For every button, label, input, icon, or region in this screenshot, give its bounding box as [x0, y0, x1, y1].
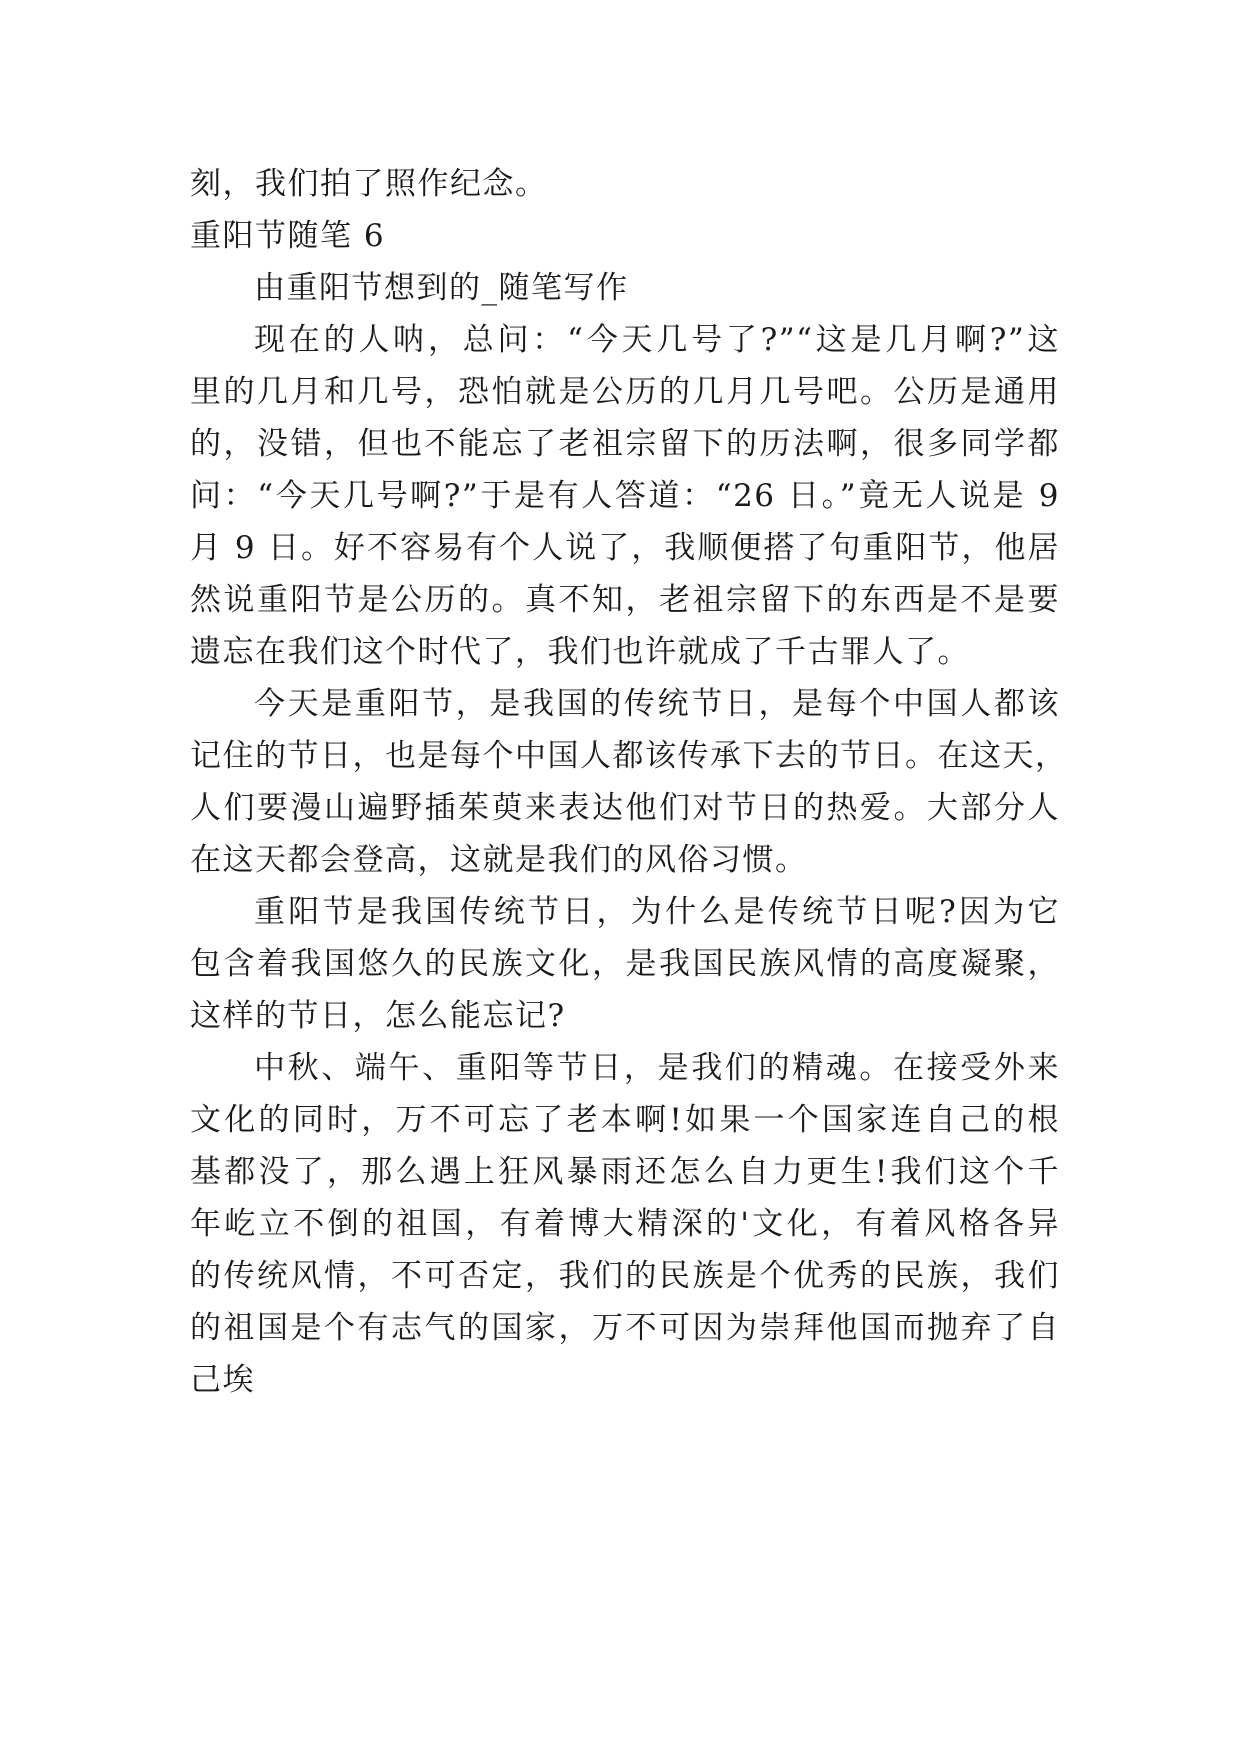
- paragraph-line: 的，没错，但也不能忘了老祖宗留下的历法啊，很多同学都: [190, 426, 1060, 462]
- carry-over-line: 刻，我们拍了照作纪念。: [190, 166, 548, 202]
- paragraph-line: 己埃: [190, 1362, 255, 1398]
- paragraph-line: 重阳节是我国传统节日，为什么是传统节日呢?因为它: [254, 894, 1060, 930]
- paragraph-line: 年屹立不倒的祖国，有着博大精深的'文化，有着风格各异: [190, 1206, 1060, 1242]
- paragraph-1: [190, 314, 1060, 678]
- paragraph-line: 问：“今天几号啊?”于是有人答道：“26 日。”竟无人说是 9: [190, 478, 1060, 514]
- paragraph-line: 基都没了，那么遇上狂风暴雨还怎么自力更生!我们这个千: [190, 1154, 1060, 1190]
- section-title: 重阳节随笔 6: [190, 218, 386, 254]
- section-subtitle: 由重阳节想到的_随笔写作: [254, 270, 629, 306]
- paragraph-line: 现在的人呐，总问：“今天几号了?”“这是几月啊?”这: [254, 322, 1060, 358]
- paragraph-line: 的祖国是个有志气的国家，万不可因为崇拜他国而抛弃了自: [190, 1310, 1060, 1346]
- paragraph-line: 遗忘在我们这个时代了，我们也许就成了千古罪人了。: [190, 634, 970, 670]
- paragraph-line: 月 9 日。好不容易有个人说了，我顺便搭了句重阳节，他居: [190, 530, 1060, 566]
- paragraph-line: 文化的同时，万不可忘了老本啊!如果一个国家连自己的根: [190, 1102, 1060, 1138]
- paragraph-2: [190, 678, 1068, 886]
- paragraph-line: 中秋、端午、重阳等节日，是我们的精魂。在接受外来: [254, 1050, 1060, 1086]
- paragraph-line: 今天是重阳节，是我国的传统节日，是每个中国人都该: [254, 686, 1060, 722]
- paragraph-line: 包含着我国悠久的民族文化，是我国民族风情的高度凝聚，: [190, 946, 1060, 982]
- paragraph-3: [190, 886, 1060, 1042]
- paragraph-line: 记住的节日，也是每个中国人都该传承下去的节日。在这天，: [190, 738, 1068, 774]
- paragraph-line: 这样的节日，怎么能忘记?: [190, 998, 566, 1034]
- paragraph-line: 在这天都会登高，这就是我们的风俗习惯。: [190, 842, 808, 878]
- paragraph-line: 的传统风情，不可否定，我们的民族是个优秀的民族，我们: [190, 1258, 1060, 1294]
- paragraph-line: 然说重阳节是公历的。真不知，老祖宗留下的东西是不是要: [190, 582, 1060, 618]
- document-body: [190, 158, 1068, 1406]
- paragraph-line: 里的几月和几号，恐怕就是公历的几月几号吧。公历是通用: [190, 374, 1060, 410]
- paragraph-4: [190, 1042, 1060, 1406]
- paragraph-line: 人们要漫山遍野插茱萸来表达他们对节日的热爱。大部分人: [190, 790, 1060, 826]
